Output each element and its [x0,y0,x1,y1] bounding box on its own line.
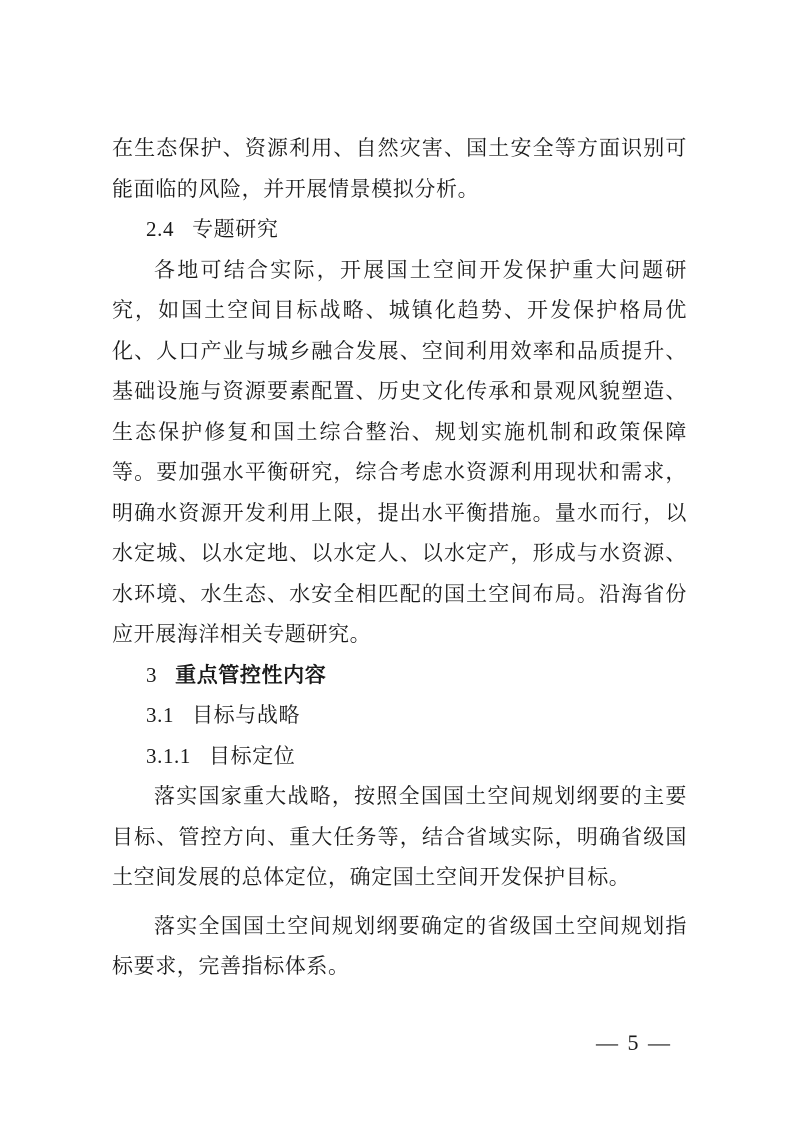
heading-3-1 [112,695,687,736]
heading-text: 目标与战略 [192,703,301,727]
heading-text: 目标定位 [209,743,296,768]
paragraph-goal-positioning-1: 落实国家重大战略，按照全国国土空间规划纲要的主要目标、管控方向、重大任务等，结合省域实际，明确省级国土空间发展的总体定位，确定国土空间开发保护目标。 [112,784,687,889]
heading-number: 3.1.1 [146,743,191,768]
heading-text: 专题研究 [192,217,279,241]
heading-number: 3 [146,662,158,687]
heading-number: 3.1 [146,703,175,727]
heading-text: 重点管控性内容 [175,662,327,687]
heading-3-1-1 [112,736,687,777]
paragraph-special-research: 各地可结合实际，开展国土空间开发保护重大问题研究，如国土空间目标战略、城镇化趋势、开发保护格局优化、人口产业与城乡融合发展、空间利用效率和品质提升、基础设施与资源要素配置、历史文化传承和景观风貌塑造、生态保护修复和国土综合整治、规划实施机制和政策保障等。要加强水平衡研究，综合考虑水资源利用现状和需求，明确水资源开发利用上限，提出水平衡措施。量水而行，以水定城、以水定地、以水定人、以水定产，形成与水资源、水环境、水生态、水安全相匹配的国土空间布局。沿海省份应开展海洋相关专题研究。 [112,257,687,646]
heading-2-4 [112,209,687,250]
page-number: — 5 — [596,1030,672,1055]
document-page [112,128,687,987]
heading-3 [112,655,687,696]
paragraph-goal-positioning-2: 落实全国国土空间规划纲要确定的省级国土空间规划指标要求，完善指标体系。 [112,913,687,978]
heading-number: 2.4 [146,217,175,241]
paragraph-continued: 在生态保护、资源利用、自然灾害、国土安全等方面识别可能面临的风险，并开展情景模拟分析。 [112,136,687,201]
